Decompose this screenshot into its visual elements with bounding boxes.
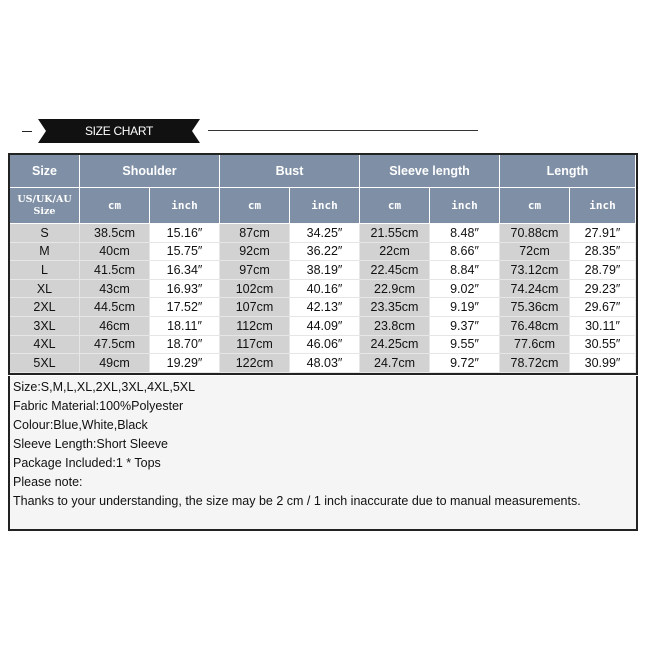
- header-sleeve-length: Sleeve length: [360, 155, 500, 188]
- header-dash: [22, 131, 32, 132]
- table-row: [10, 280, 636, 299]
- cell-sleeve-inch: 9.02″: [430, 280, 500, 299]
- cell-sleeve-inch: 9.72″: [430, 354, 500, 373]
- product-info: [8, 376, 638, 531]
- cell-length-cm: 75.36cm: [500, 298, 570, 317]
- cell-size: 4XL: [10, 336, 80, 355]
- cell-bust-cm: 112cm: [220, 317, 290, 336]
- cell-shoulder-cm: 38.5cm: [80, 224, 150, 243]
- table-row: [10, 224, 636, 243]
- cell-shoulder-cm: 47.5cm: [80, 336, 150, 355]
- cell-sleeve-cm: 22cm: [360, 243, 430, 262]
- cell-shoulder-cm: 43cm: [80, 280, 150, 299]
- info-note-label: Please note:: [13, 475, 83, 489]
- cell-sleeve-cm: 22.45cm: [360, 261, 430, 280]
- cell-sleeve-cm: 24.25cm: [360, 336, 430, 355]
- table-row: [10, 336, 636, 355]
- header-shoulder: Shoulder: [80, 155, 220, 188]
- table-header-row: [10, 155, 636, 188]
- cell-length-inch: 27.91″: [570, 224, 636, 243]
- header-size: Size: [10, 155, 80, 188]
- cell-length-inch: 30.11″: [570, 317, 636, 336]
- cell-shoulder-inch: 15.75″: [150, 243, 220, 262]
- header-size-region: [10, 188, 80, 224]
- cell-shoulder-inch: 18.11″: [150, 317, 220, 336]
- cell-size: 2XL: [10, 298, 80, 317]
- unit-length-inch: inch: [570, 188, 636, 224]
- size-region-label: US/UK/AU: [17, 193, 72, 205]
- cell-shoulder-inch: 16.34″: [150, 261, 220, 280]
- cell-bust-cm: 92cm: [220, 243, 290, 262]
- cell-length-inch: 30.55″: [570, 336, 636, 355]
- cell-sleeve-inch: 8.66″: [430, 243, 500, 262]
- cell-bust-cm: 107cm: [220, 298, 290, 317]
- cell-shoulder-cm: 41.5cm: [80, 261, 150, 280]
- table-units-row: [10, 188, 636, 224]
- cell-bust-inch: 42.13″: [290, 298, 360, 317]
- cell-length-cm: 70.88cm: [500, 224, 570, 243]
- cell-size: M: [10, 243, 80, 262]
- cell-bust-cm: 87cm: [220, 224, 290, 243]
- cell-size: 3XL: [10, 317, 80, 336]
- cell-shoulder-cm: 44.5cm: [80, 298, 150, 317]
- size-table: [8, 153, 638, 375]
- cell-shoulder-inch: 17.52″: [150, 298, 220, 317]
- cell-shoulder-cm: 49cm: [80, 354, 150, 373]
- cell-bust-cm: 122cm: [220, 354, 290, 373]
- cell-length-inch: 28.79″: [570, 261, 636, 280]
- header-length: Length: [500, 155, 636, 188]
- cell-bust-inch: 44.09″: [290, 317, 360, 336]
- unit-shoulder-cm: cm: [80, 188, 150, 224]
- table-row: [10, 298, 636, 317]
- table-row: [10, 317, 636, 336]
- cell-bust-cm: 97cm: [220, 261, 290, 280]
- info-note-text: Thanks to your understanding, the size may be 2 cm / 1 inch inaccurate due to manual measurements.: [13, 494, 581, 508]
- cell-length-inch: 29.23″: [570, 280, 636, 299]
- cell-shoulder-inch: 16.93″: [150, 280, 220, 299]
- banner-notch-right: [192, 119, 200, 143]
- banner-title: SIZE CHART: [84, 124, 154, 138]
- cell-sleeve-inch: 8.84″: [430, 261, 500, 280]
- cell-length-cm: 76.48cm: [500, 317, 570, 336]
- cell-length-cm: 72cm: [500, 243, 570, 262]
- cell-sleeve-cm: 23.8cm: [360, 317, 430, 336]
- table-row: [10, 243, 636, 262]
- cell-sleeve-inch: 9.55″: [430, 336, 500, 355]
- cell-length-inch: 28.35″: [570, 243, 636, 262]
- header-rule: [208, 130, 478, 131]
- cell-bust-inch: 40.16″: [290, 280, 360, 299]
- size-chart-banner: [38, 119, 200, 143]
- cell-bust-inch: 48.03″: [290, 354, 360, 373]
- table-row: [10, 354, 636, 373]
- unit-shoulder-inch: inch: [150, 188, 220, 224]
- info-fabric: Fabric Material:100%Polyester: [13, 399, 184, 413]
- cell-bust-inch: 46.06″: [290, 336, 360, 355]
- cell-length-cm: 73.12cm: [500, 261, 570, 280]
- info-sleeve: Sleeve Length:Short Sleeve: [13, 437, 168, 451]
- cell-size: L: [10, 261, 80, 280]
- cell-sleeve-cm: 21.55cm: [360, 224, 430, 243]
- cell-sleeve-inch: 9.37″: [430, 317, 500, 336]
- cell-shoulder-inch: 15.16″: [150, 224, 220, 243]
- cell-sleeve-inch: 9.19″: [430, 298, 500, 317]
- cell-length-inch: 30.99″: [570, 354, 636, 373]
- cell-sleeve-cm: 23.35cm: [360, 298, 430, 317]
- cell-size: S: [10, 224, 80, 243]
- info-sizes: Size:S,M,L,XL,2XL,3XL,4XL,5XL: [13, 380, 196, 394]
- cell-sleeve-cm: 24.7cm: [360, 354, 430, 373]
- cell-shoulder-inch: 19.29″: [150, 354, 220, 373]
- cell-length-cm: 74.24cm: [500, 280, 570, 299]
- cell-size: 5XL: [10, 354, 80, 373]
- cell-bust-cm: 102cm: [220, 280, 290, 299]
- cell-bust-inch: 36.22″: [290, 243, 360, 262]
- unit-bust-cm: cm: [220, 188, 290, 224]
- unit-sleeve-cm: cm: [360, 188, 430, 224]
- size-chart-header: [0, 118, 645, 144]
- table-row: [10, 261, 636, 280]
- cell-bust-inch: 34.25″: [290, 224, 360, 243]
- info-package: Package Included:1 * Tops: [13, 456, 161, 470]
- cell-sleeve-inch: 8.48″: [430, 224, 500, 243]
- cell-length-cm: 78.72cm: [500, 354, 570, 373]
- unit-sleeve-inch: inch: [430, 188, 500, 224]
- cell-size: XL: [10, 280, 80, 299]
- cell-sleeve-cm: 22.9cm: [360, 280, 430, 299]
- cell-shoulder-cm: 40cm: [80, 243, 150, 262]
- info-colour: Colour:Blue,White,Black: [13, 418, 148, 432]
- cell-length-inch: 29.67″: [570, 298, 636, 317]
- table-body: [10, 224, 636, 373]
- cell-bust-cm: 117cm: [220, 336, 290, 355]
- size-word-label: Size: [33, 205, 56, 217]
- unit-length-cm: cm: [500, 188, 570, 224]
- cell-bust-inch: 38.19″: [290, 261, 360, 280]
- cell-length-cm: 77.6cm: [500, 336, 570, 355]
- cell-shoulder-cm: 46cm: [80, 317, 150, 336]
- header-bust: Bust: [220, 155, 360, 188]
- unit-bust-inch: inch: [290, 188, 360, 224]
- banner-notch-left: [38, 119, 46, 143]
- cell-shoulder-inch: 18.70″: [150, 336, 220, 355]
